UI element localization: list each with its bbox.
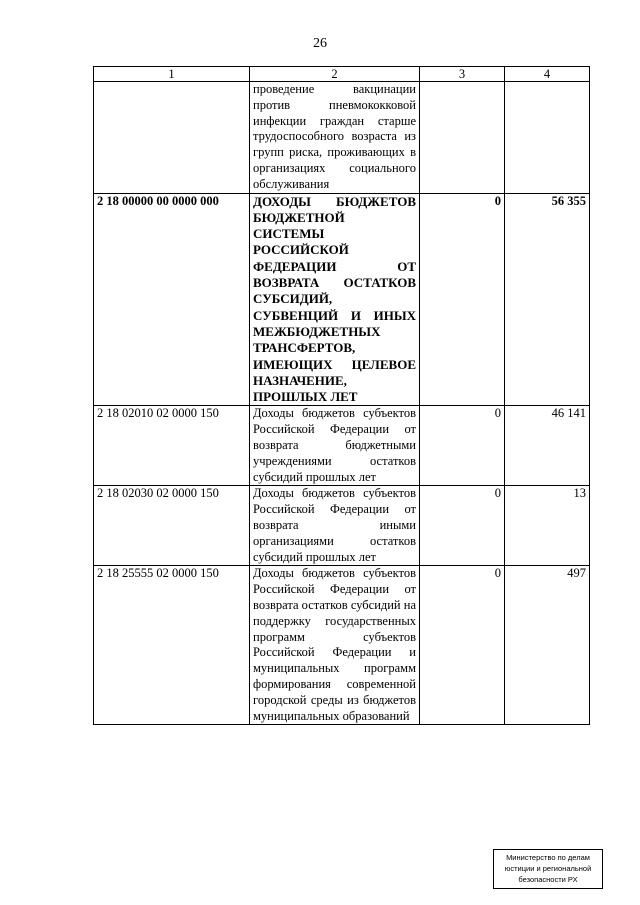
stamp-line: юстиции и региональной xyxy=(504,864,592,873)
table-row xyxy=(94,82,590,194)
table-header xyxy=(94,67,590,82)
table-row xyxy=(94,566,590,725)
page-number: 26 xyxy=(313,36,327,51)
amount-col-3: 0 xyxy=(420,406,505,486)
row-description: Доходы бюджетов субъектов Российской Федерации от возврата иными организациями остатков субсидий прошлых лет xyxy=(250,486,420,566)
header-col-2: 2 xyxy=(250,67,420,82)
stamp-line: Министерство по делам xyxy=(506,853,590,862)
row-description: Доходы бюджетов субъектов Российской Федерации от возврата остатков субсидий на поддержку государственных программ субъектов Российской Федерации и муниципальных программ формирования современной городской среды из бюджетов муниципальных образований xyxy=(250,566,420,725)
amount-col-4: 13 xyxy=(505,486,590,566)
header-col-3: 3 xyxy=(420,67,505,82)
header-col-1: 1 xyxy=(94,67,250,82)
ministry-stamp xyxy=(493,849,603,889)
row-description: ДОХОДЫ БЮДЖЕТОВ БЮДЖЕТНОЙ СИСТЕМЫ РОССИЙСКОЙ ФЕДЕРАЦИИ ОТ ВОЗВРАТА ОСТАТКОВ СУБСИДИЙ, СУБВЕНЦИЙ И ИНЫХ МЕЖБЮДЖЕТНЫХ ТРАНСФЕРТОВ, ИМЕЮЩИХ ЦЕЛЕВОЕ НАЗНАЧЕНИЕ, ПРОШЛЫХ ЛЕТ xyxy=(250,193,420,406)
budget-code: 2 18 25555 02 0000 150 xyxy=(94,566,250,725)
budget-code: 2 18 02030 02 0000 150 xyxy=(94,486,250,566)
amount-col-3: 0 xyxy=(420,486,505,566)
row-description: Доходы бюджетов субъектов Российской Федерации от возврата бюджетными учреждениями остатков субсидий прошлых лет xyxy=(250,406,420,486)
budget-code xyxy=(94,82,250,194)
budget-code: 2 18 02010 02 0000 150 xyxy=(94,406,250,486)
row-description: проведение вакцинации против пневмококковой инфекции граждан старше трудоспособного возраста из групп риска, проживающих в организациях социального обслуживания xyxy=(250,82,420,194)
header-col-4: 4 xyxy=(505,67,590,82)
amount-col-4 xyxy=(505,82,590,194)
amount-col-4: 46 141 xyxy=(505,406,590,486)
amount-col-4: 56 355 xyxy=(505,193,590,406)
table-row xyxy=(94,486,590,566)
amount-col-3 xyxy=(420,82,505,194)
amount-col-3: 0 xyxy=(420,193,505,406)
table-row xyxy=(94,193,590,406)
stamp-line: безопасности РХ xyxy=(518,875,578,884)
amount-col-4: 497 xyxy=(505,566,590,725)
budget-code: 2 18 00000 00 0000 000 xyxy=(94,193,250,406)
table-row xyxy=(94,406,590,486)
budget-table xyxy=(93,66,590,725)
amount-col-3: 0 xyxy=(420,566,505,725)
